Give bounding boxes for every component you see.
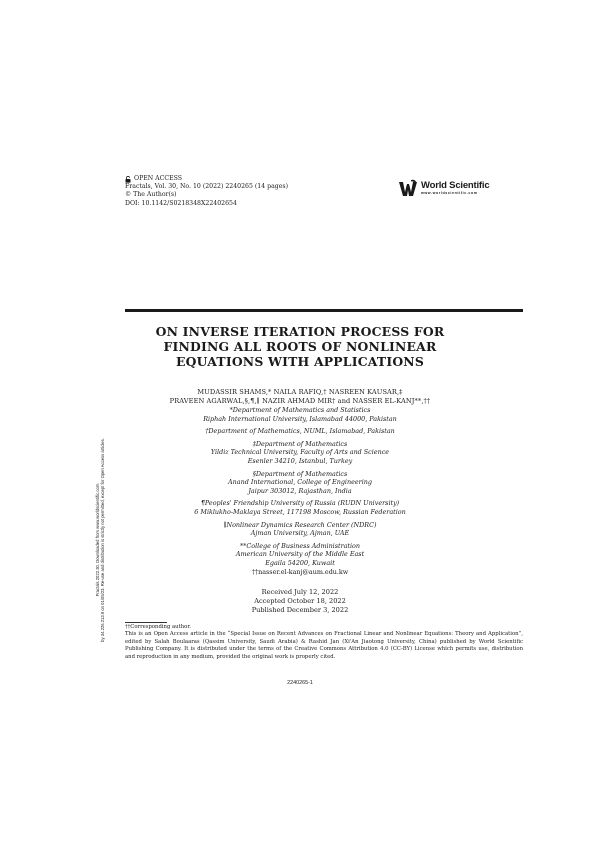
journal-header	[125, 175, 288, 208]
published-date: Published December 3, 2022	[251, 605, 349, 614]
affiliation: *Department of Mathematics and Statistics Riphah International University, Islamabad 44000, Pakistan	[203, 406, 397, 423]
authors-line-1: MUDASSIR SHAMS,* NAILA RAFIQ,† NASREEN KAUSAR,‡	[197, 388, 403, 396]
received-date: Received July 12, 2022	[261, 588, 339, 596]
open-access-label: OPEN ACCESS	[134, 175, 182, 182]
page-number: 2240265-1	[287, 680, 313, 686]
download-notice-line1: Fractals 2022.30. Downloaded from www.worldscientific.com	[95, 483, 100, 597]
accepted-date: Accepted October 18, 2022	[254, 596, 346, 605]
contact-email[interactable]: ††nasser.el-kanj@aum.edu.kw	[251, 567, 349, 576]
footnotes	[125, 624, 523, 661]
journal-citation: Fractals, Vol. 30, No. 10 (2022) 2240265 (14 pages)	[125, 183, 288, 191]
affiliation: §Department of Mathematics Anand International, College of Engineering Jaipur 303012, Rajasthan, India	[228, 469, 372, 495]
affiliation: **College of Business Administration American University of the Middle East Egaila 54200, Kuwait	[235, 541, 365, 567]
affiliations	[125, 406, 475, 576]
copyright-line: © The Author(s)	[125, 191, 177, 199]
download-notice-line2: by 34.226.213.9 on 01/05/23. Re-use and distribution is strictly not permitted, except for Open Access articles.	[100, 438, 106, 642]
corresponding-author-note: ††Corresponding author.	[125, 624, 191, 630]
open-access-line	[125, 175, 288, 183]
publisher-logo	[398, 178, 489, 198]
authors-line-2: PRAVEEN AGARWAL,§,¶,∥ NAZIR AHMAD MIR† and NASSER EL-KANJ**,††	[169, 397, 431, 405]
article-title: ON INVERSE ITERATION PROCESS FOR FINDING ALL ROOTS OF NONLINEAR EQUATIONS WITH APPLICATIONS	[155, 324, 445, 369]
doi-link[interactable]: DOI: 10.1142/S0218348X22402654	[125, 199, 237, 207]
publication-dates	[125, 588, 475, 614]
publisher-tagline: www.worldscientific.com	[421, 190, 478, 195]
affiliation: ∥Nonlinear Dynamics Research Center (NDRC) Ajman University, Ajman, UAE	[223, 520, 377, 538]
footnote-divider	[125, 622, 167, 623]
author-list	[125, 388, 475, 406]
affiliation: †Department of Mathematics, NUML, Islamabad, Pakistan	[205, 427, 395, 436]
world-scientific-logo-icon	[398, 178, 418, 198]
title-rule	[125, 309, 523, 312]
publisher-name: World Scientific	[421, 179, 490, 191]
affiliation: ‡Department of Mathematics Yildiz Technical University, Faculty of Arts and Science Esenler 34210, Istanbul, Turkey	[210, 439, 390, 465]
affiliation: ¶Peoples' Friendship University of Russia (RUDN University) 6 Miklukho-Maklaya Street, 117198 Moscow, Russian Federation	[194, 499, 406, 516]
license-note: This is an Open Access article in the “Special Issue on Recent Advances on Fractional Linear and Nonlinear Equations: Theory and Application”, edited by Salah Boulaaras (Qassim University, Saudi Arabia) & Rashid Jan (Xi'An Jiaotong University, China) published by World Scientific Publishing Company. It is distributed under the terms of the Creative Commons Attribution 4.0 (CC-BY) License which permits use, distribution and reproduction in any medium, provided the original work is properly cited.	[125, 631, 523, 660]
open-lock-icon	[125, 176, 131, 183]
